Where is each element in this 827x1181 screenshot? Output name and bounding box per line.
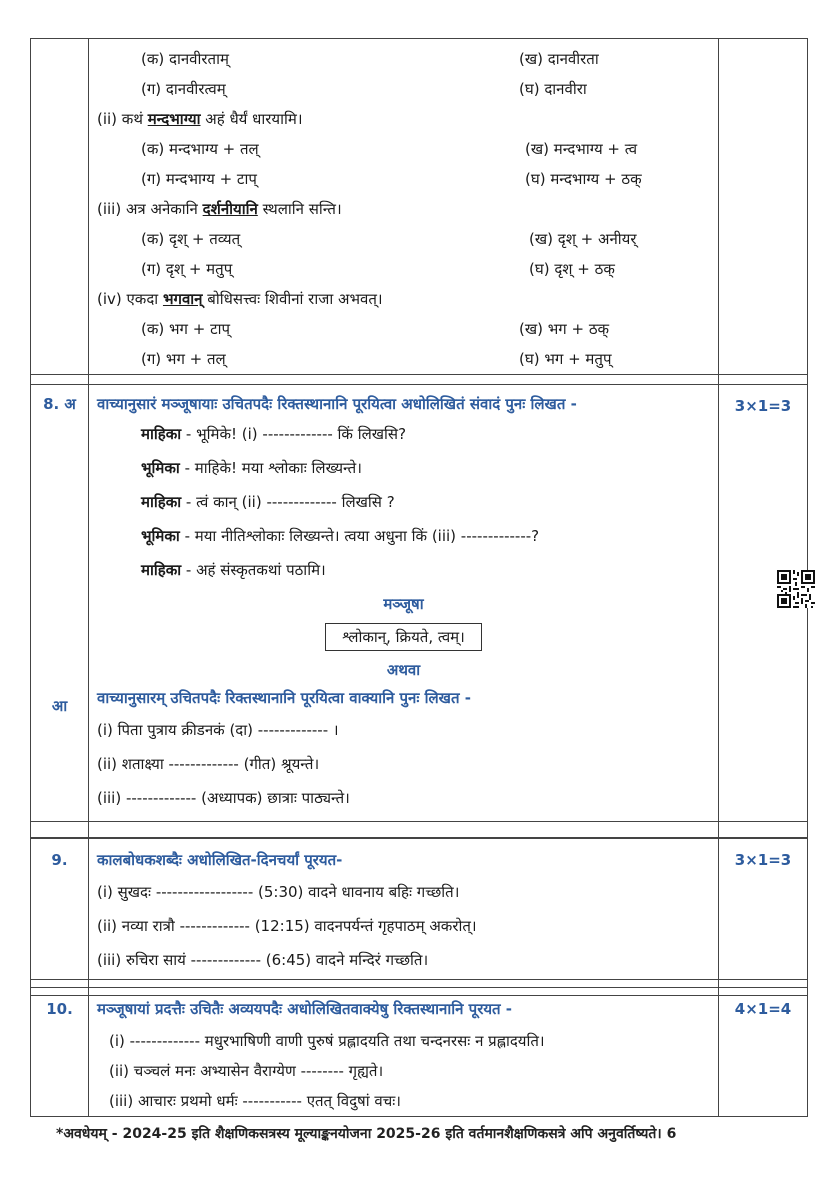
q7-iv-options-row1: [89, 314, 718, 344]
q9-num-cell: [31, 839, 89, 980]
spacer-cell: [719, 375, 808, 385]
q10-marks-cell: [719, 988, 808, 1117]
q8-sub-sentence: (iii) ------------- (अध्यापक) छात्राः पाठ्यन्ते।: [97, 789, 350, 807]
question-7-table: [30, 38, 808, 385]
q10-num-cell: [31, 988, 89, 1117]
spacer-cell: [31, 375, 89, 385]
dialogue-line: माहिका - भूमिके! (i) ------------- किं लिखसि?: [141, 425, 407, 443]
q8-sub-number: आ: [51, 697, 68, 715]
q9-heading: कालबोधकशब्दैः अधोलिखित-दिनचर्यां पूरयत-: [97, 851, 343, 869]
q7-iii-options-row1: [89, 224, 718, 254]
option: (क) मन्दभाग्य + तल्: [141, 140, 259, 158]
speaker: भूमिका: [141, 459, 180, 477]
q7-iv-sentence: (iv) एकदा भगवान् बोधिसत्त्वः शिवीनां राजा अभवत्।: [97, 290, 383, 308]
dialogue-line: माहिका - अहं संस्कृतकथां पठामि।: [141, 561, 326, 579]
q9-sentence: (i) सुखदः ------------------ (5:30) वादने धावनाय बहिः गच्छति।: [97, 883, 460, 901]
manjusha-box: श्लोकान्, क्रियते, त्वम्।: [325, 623, 482, 651]
q9-content: [89, 839, 719, 980]
q10-heading: मञ्जूषायां प्रदत्तैः उचितैः अव्ययपदैः अधोलिखितवाक्येषु रिक्तस्थानानि पूरयत -: [97, 1000, 513, 1018]
q9-sentence: (iii) रुचिरा सायं ------------- (6:45) वादने मन्दिरं गच्छति।: [97, 951, 429, 969]
option: (घ) दानवीरा: [519, 80, 587, 98]
option: (ख) दृश् + अनीयर्: [529, 230, 637, 248]
q7-i-options-row1: [89, 44, 718, 74]
question-10-table: [30, 987, 808, 1117]
athava-label: अथवा: [386, 661, 421, 679]
q7-marks-cell: [719, 39, 808, 375]
q10-marks: 4×1=4: [734, 1000, 792, 1018]
q10-content: [89, 988, 719, 1117]
underlined-word: मन्दभाग्या: [147, 110, 201, 128]
question-9-table: [30, 838, 808, 996]
q8-number: 8. अ: [43, 395, 76, 413]
speaker: माहिका: [141, 561, 182, 579]
dialogue-line: माहिका - त्वं कान् (ii) ------------- लिखसि ?: [141, 493, 395, 511]
option: (क) दानवीरताम्: [141, 50, 229, 68]
option: (घ) भग + मतुप्: [519, 350, 612, 368]
q10-sentence: (i) ------------- मधुरभाषिणी वाणी पुरुषं प्रह्लादयति तथा चन्दनरसः न प्रह्लादयति।: [109, 1032, 545, 1050]
spacer-cell: [89, 822, 719, 838]
q7-iv-options-row2: [89, 344, 718, 374]
option: (क) भग + टाप्: [141, 320, 231, 338]
option: (ग) दानवीरत्वम्: [141, 80, 226, 98]
option: (ग) भग + तल्: [141, 350, 226, 368]
q10-sentence: (iii) आचारः प्रथमो धर्मः ----------- एतत् विदुषां वचः।: [109, 1092, 401, 1110]
question-8-table: [30, 384, 808, 838]
option: (घ) दृश् + ठक्: [529, 260, 615, 278]
q9-number: 9.: [51, 851, 68, 869]
q7-i-options-row2: [89, 74, 718, 104]
q8-sub-heading: वाच्यानुसारम् उचितपदैः रिक्तस्थानानि पूरयित्वा वाक्यानि पुनः लिखत -: [97, 689, 471, 707]
dialogue-line: भूमिका - माहिके! मया श्लोकाः लिख्यन्ते।: [141, 459, 362, 477]
spacer-cell: [31, 822, 89, 838]
q8-sub-sentence: (ii) शताक्ष्या ------------- (गीत) श्रूयन्ते।: [97, 755, 320, 773]
option: (ख) मन्दभाग्य + त्व: [525, 140, 638, 158]
manjusha-title: मञ्जूषा: [383, 595, 424, 613]
q8-num-cell: [31, 385, 89, 822]
q10-sentence: (ii) चञ्चलं मनः अभ्यासेन वैराग्येण -------- गृह्यते।: [109, 1062, 384, 1080]
q7-iii-sentence: (iii) अत्र अनेकानि दर्शनीयानि स्थलानि सन्ति।: [97, 200, 342, 218]
speaker: भूमिका: [141, 527, 180, 545]
q8-marks: 3×1=3: [734, 397, 792, 415]
option: (ग) दृश् + मतुप्: [141, 260, 233, 278]
underlined-word: भगवान्: [162, 290, 203, 308]
q9-marks: 3×1=3: [734, 851, 792, 869]
q8-content: [89, 385, 719, 822]
footer-note: *अवधेयम् - 2024-25 इति शैक्षणिकसत्रस्य मूल्याङ्कनयोजना 2025-26 इति वर्तमानशैक्षणिकसत्रे अपि अनुवर्तिष्यते। 6: [56, 1126, 677, 1142]
option: (ग) मन्दभाग्य + टाप्: [141, 170, 257, 188]
speaker: माहिका: [141, 493, 182, 511]
q8-sub-sentence: (i) पिता पुत्राय क्रीडनकं (दा) ------------- ।: [97, 721, 339, 739]
manjusha-box-row: [89, 619, 718, 655]
q10-number: 10.: [46, 1000, 73, 1018]
dialogue-line: भूमिका - मया नीतिश्लोकाः लिख्यन्ते। त्वया अधुना किं (iii) -------------?: [141, 527, 540, 545]
option: (ख) दानवीरता: [519, 50, 599, 68]
q7-ii-sentence: (ii) कथं मन्दभाग्या अहं धैर्यं धारयामि।: [97, 110, 303, 128]
spacer-cell: [719, 822, 808, 838]
option: (घ) मन्दभाग्य + ठक्: [525, 170, 642, 188]
spacer-cell: [89, 375, 719, 385]
qr-code-icon: [777, 570, 815, 608]
q8-heading: वाच्यानुसारं मञ्जूषायाः उचितपदैः रिक्तस्थानानि पूरयित्वा अधोलिखितं संवादं पुनः लिखत -: [97, 395, 577, 413]
q7-ii-options-row2: [89, 164, 718, 194]
q7-iii-options-row2: [89, 254, 718, 284]
q7-ii-options-row1: [89, 134, 718, 164]
q7-content: [89, 39, 719, 375]
speaker: माहिका: [141, 425, 182, 443]
underlined-word: दर्शनीयानि: [202, 200, 258, 218]
option: (क) दृश् + तव्यत्: [141, 230, 241, 248]
q7-num-cell: [31, 39, 89, 375]
option: (ख) भग + ठक्: [519, 320, 610, 338]
q9-sentence: (ii) नव्या रात्रौ ------------- (12:15) वादनपर्यन्तं गृहपाठम् अकरोत्।: [97, 917, 477, 935]
q9-marks-cell: [719, 839, 808, 980]
